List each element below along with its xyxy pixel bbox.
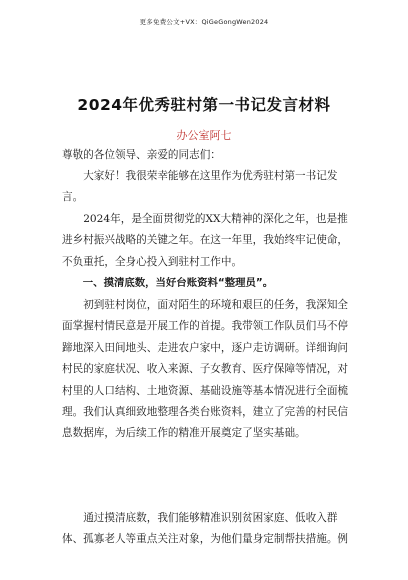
paragraph-greeting: 大家好！我很荣幸能够在这里作为优秀驻村第一书记发言。 [62,170,338,204]
header-note: 更多免费公文+VX：QiGeGongWen2024 [139,18,269,26]
paragraph-followup: 通过摸清底数，我们能够精准识别贫困家庭、低收入群体、孤寡老人等重点关注对象，为他们量身定制帮扶措施。例 [62,512,349,546]
paragraph-intro: 2024年，是全面贯彻党的XX大精神的深化之年，也是推进乡村振兴战略的关键之年。在这一年里，我始终牢记使命，不负重托，全身心投入到驻村工作中。 [62,213,349,268]
salutation: 尊敬的各位领导、亲爱的同志们： [62,149,221,161]
document-title: 2024年优秀驻村第一书记发言材料 [77,96,331,114]
author-name: 办公室阿七 [176,129,232,142]
paragraph-section-1: 初到驻村岗位，面对陌生的环境和艰巨的任务，我深知全面掌握村情民意是开展工作的首提。我带领工作队员们马不停蹄地深入田间地头、走进农户家中，逐户走访调研。详细询问村民的家庭状况、收入来源、子女教育、医疗保障等情况，对村里的人口结构、土地资源、基础设施等基本情况进行全面梳理。我们认真细致地整理各类台账资料，建立了完善的村民信息数据库，为后续工作的精准开展奠定了坚实基础。 [62,299,349,440]
section-heading-1: 一、摸清底数，当好台账资料“整理员”。 [82,277,274,289]
